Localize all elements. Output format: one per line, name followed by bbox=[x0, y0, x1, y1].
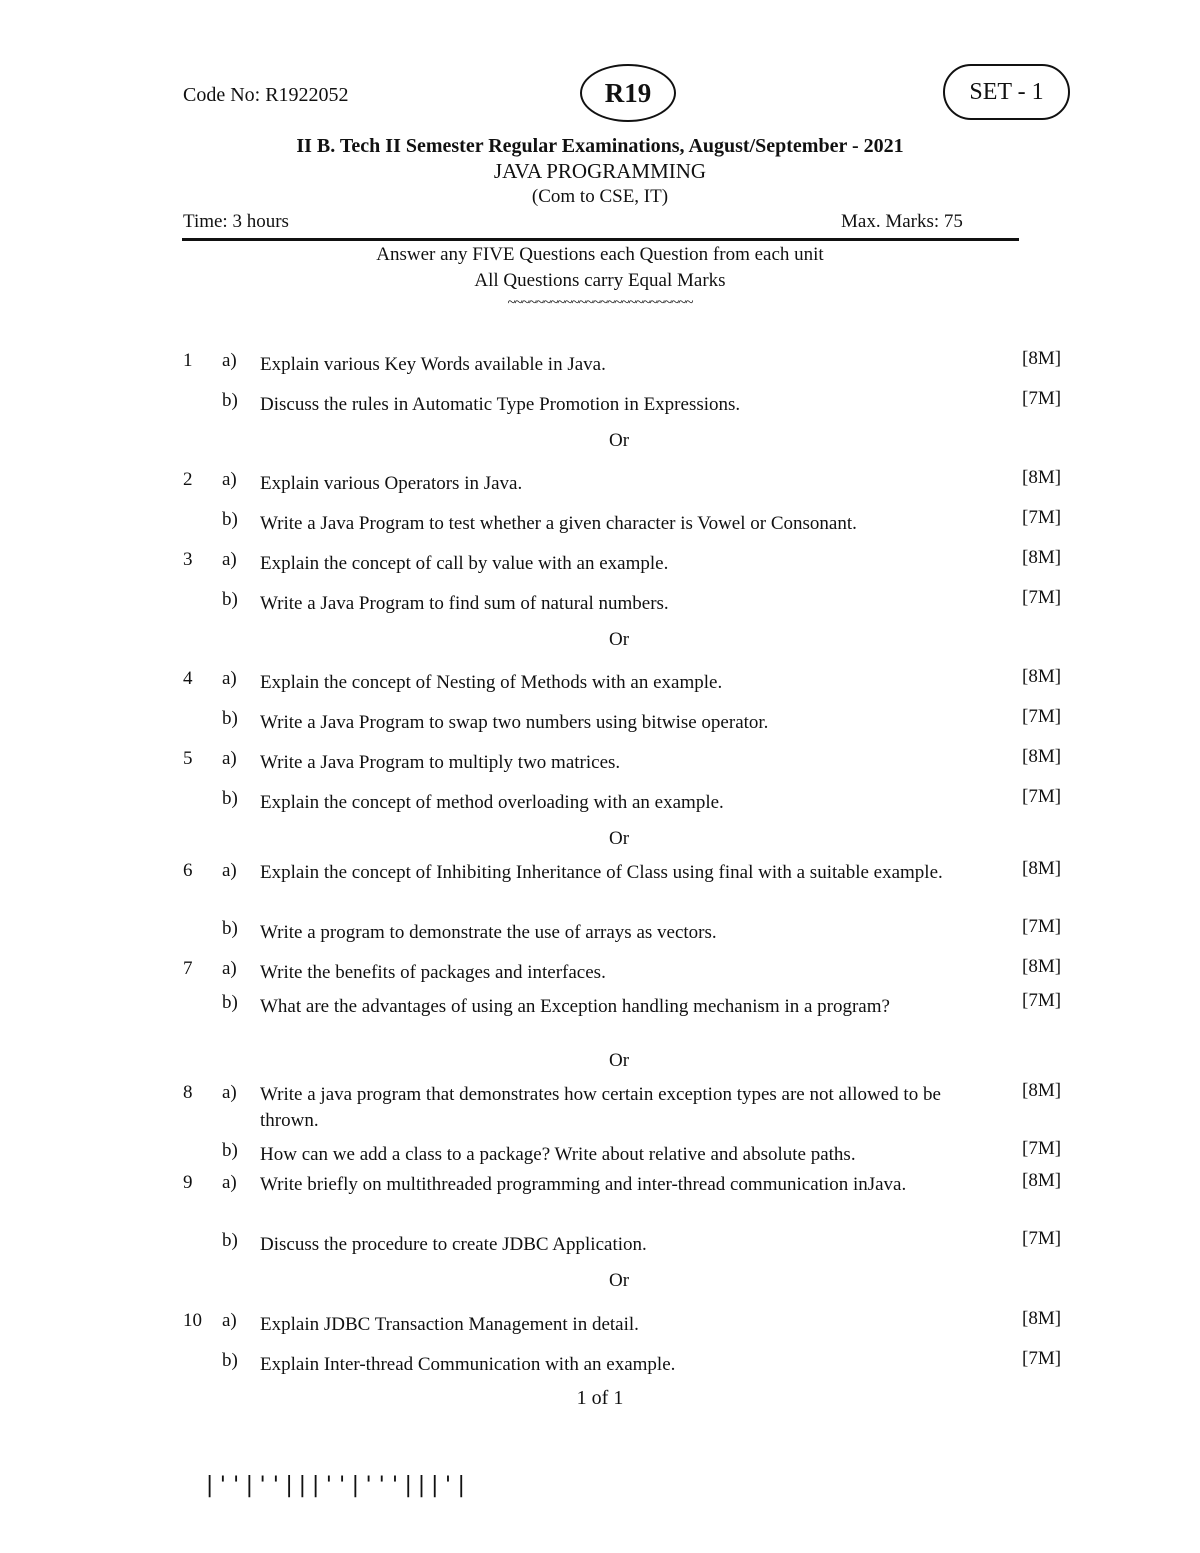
subquestion-label: a) bbox=[222, 1082, 237, 1103]
question-text: Explain the concept of call by value with an example. bbox=[260, 553, 669, 574]
question-text: Write a Java Program to multiply two matrices. bbox=[260, 752, 621, 773]
or-separator: Or bbox=[608, 828, 630, 849]
question-number: 10 bbox=[183, 1310, 202, 1331]
question-text: Explain JDBC Transaction Management in detail. bbox=[260, 1314, 639, 1335]
subquestion-label: b) bbox=[222, 918, 238, 939]
instruction-line-1: Answer any FIVE Questions each Question from each unit bbox=[376, 244, 824, 265]
question-number: 4 bbox=[183, 668, 193, 689]
question-marks: [8M] bbox=[1022, 1308, 1062, 1329]
subquestion-label: b) bbox=[222, 992, 238, 1013]
or-separator: Or bbox=[608, 629, 630, 650]
question-marks: [7M] bbox=[1022, 990, 1062, 1011]
question-text: Explain the concept of method overloading with an example. bbox=[260, 792, 724, 813]
question-marks: [8M] bbox=[1022, 746, 1062, 767]
question-text: Discuss the procedure to create JDBC Application. bbox=[260, 1234, 647, 1255]
question-text: Explain Inter-thread Communication with an example. bbox=[260, 1354, 676, 1375]
question-text: Explain the concept of Nesting of Methods with an example. bbox=[260, 672, 723, 693]
branches: (Com to CSE, IT) bbox=[531, 186, 669, 207]
question-marks: [7M] bbox=[1022, 1138, 1062, 1159]
question-marks: [7M] bbox=[1022, 507, 1062, 528]
regulation-label: R19 bbox=[604, 77, 652, 108]
question-marks: [8M] bbox=[1022, 547, 1062, 568]
question-text: Write a java program that demonstrates how certain exception types are not allowed to be thrown. bbox=[260, 1084, 941, 1131]
question-marks: [7M] bbox=[1022, 1228, 1062, 1249]
question-marks: [8M] bbox=[1022, 348, 1062, 369]
subquestion-label: b) bbox=[222, 1140, 238, 1161]
or-separator: Or bbox=[608, 1050, 630, 1071]
set-label: SET - 1 bbox=[969, 78, 1044, 105]
subquestion-label: b) bbox=[222, 1230, 238, 1251]
subquestion-label: a) bbox=[222, 860, 237, 881]
subquestion-label: b) bbox=[222, 708, 238, 729]
question-text: Write briefly on multithreaded programming and inter-thread communication inJava. bbox=[260, 1174, 907, 1195]
question-text: Explain various Key Words available in Java. bbox=[260, 354, 606, 375]
subject-title: JAVA PROGRAMMING bbox=[493, 159, 707, 183]
question-marks: [8M] bbox=[1022, 1080, 1062, 1101]
subquestion-label: a) bbox=[222, 350, 237, 371]
or-separator: Or bbox=[608, 1270, 630, 1291]
question-marks: [8M] bbox=[1022, 467, 1062, 488]
question-number: 6 bbox=[183, 860, 193, 881]
max-marks: Max. Marks: 75 bbox=[841, 211, 963, 232]
question-marks: [7M] bbox=[1022, 388, 1062, 409]
code-number: Code No: R1922052 bbox=[183, 84, 349, 106]
question-text: Discuss the rules in Automatic Type Promotion in Expressions. bbox=[260, 394, 741, 415]
barcode: |''|''|||''|'''|||'| bbox=[203, 1473, 468, 1498]
subquestion-label: b) bbox=[222, 509, 238, 530]
subquestion-label: a) bbox=[222, 1310, 237, 1331]
question-text: Explain various Operators in Java. bbox=[260, 473, 523, 494]
subquestion-label: a) bbox=[222, 668, 237, 689]
question-text: How can we add a class to a package? Write about relative and absolute paths. bbox=[260, 1144, 856, 1165]
question-marks: [8M] bbox=[1022, 666, 1062, 687]
subquestion-label: a) bbox=[222, 748, 237, 769]
question-number: 3 bbox=[183, 549, 193, 570]
question-marks: [7M] bbox=[1022, 1348, 1062, 1369]
subquestion-label: a) bbox=[222, 958, 237, 979]
question-marks: [7M] bbox=[1022, 587, 1062, 608]
question-marks: [8M] bbox=[1022, 858, 1062, 879]
question-text: Write a program to demonstrate the use of arrays as vectors. bbox=[260, 922, 717, 943]
question-marks: [8M] bbox=[1022, 956, 1062, 977]
instruction-line-2: All Questions carry Equal Marks bbox=[474, 270, 726, 291]
question-text: Write a Java Program to test whether a given character is Vowel or Consonant. bbox=[260, 513, 857, 534]
question-text: Write a Java Program to find sum of natural numbers. bbox=[260, 593, 669, 614]
exam-title: II B. Tech II Semester Regular Examinations, August/September - 2021 bbox=[296, 135, 904, 157]
question-number: 2 bbox=[183, 469, 193, 490]
question-marks: [7M] bbox=[1022, 916, 1062, 937]
page-number: 1 of 1 bbox=[576, 1387, 624, 1409]
subquestion-label: a) bbox=[222, 469, 237, 490]
question-number: 7 bbox=[183, 958, 193, 979]
question-number: 1 bbox=[183, 350, 193, 371]
question-text: Write the benefits of packages and interfaces. bbox=[260, 962, 606, 983]
subquestion-label: b) bbox=[222, 1350, 238, 1371]
question-marks: [7M] bbox=[1022, 786, 1062, 807]
subquestion-label: b) bbox=[222, 390, 238, 411]
question-marks: [8M] bbox=[1022, 1170, 1062, 1191]
question-marks: [7M] bbox=[1022, 706, 1062, 727]
tilde-separator: ~~~~~~~~~~~~~~~~~~~~~~~~~~ bbox=[507, 295, 693, 311]
regulation-badge bbox=[580, 64, 676, 122]
subquestion-label: b) bbox=[222, 788, 238, 809]
subquestion-label: a) bbox=[222, 549, 237, 570]
question-text: What are the advantages of using an Exception handling mechanism in a program? bbox=[260, 996, 890, 1017]
question-text: Explain the concept of Inhibiting Inheritance of Class using final with a suitable example. bbox=[260, 862, 943, 883]
question-number: 9 bbox=[183, 1172, 193, 1193]
question-number: 8 bbox=[183, 1082, 193, 1103]
time-allowed: Time: 3 hours bbox=[183, 211, 289, 232]
question-text: Write a Java Program to swap two numbers using bitwise operator. bbox=[260, 712, 769, 733]
set-badge bbox=[943, 64, 1070, 120]
header-divider bbox=[182, 238, 1019, 241]
subquestion-label: a) bbox=[222, 1172, 237, 1193]
question-number: 5 bbox=[183, 748, 193, 769]
or-separator: Or bbox=[608, 430, 630, 451]
subquestion-label: b) bbox=[222, 589, 238, 610]
